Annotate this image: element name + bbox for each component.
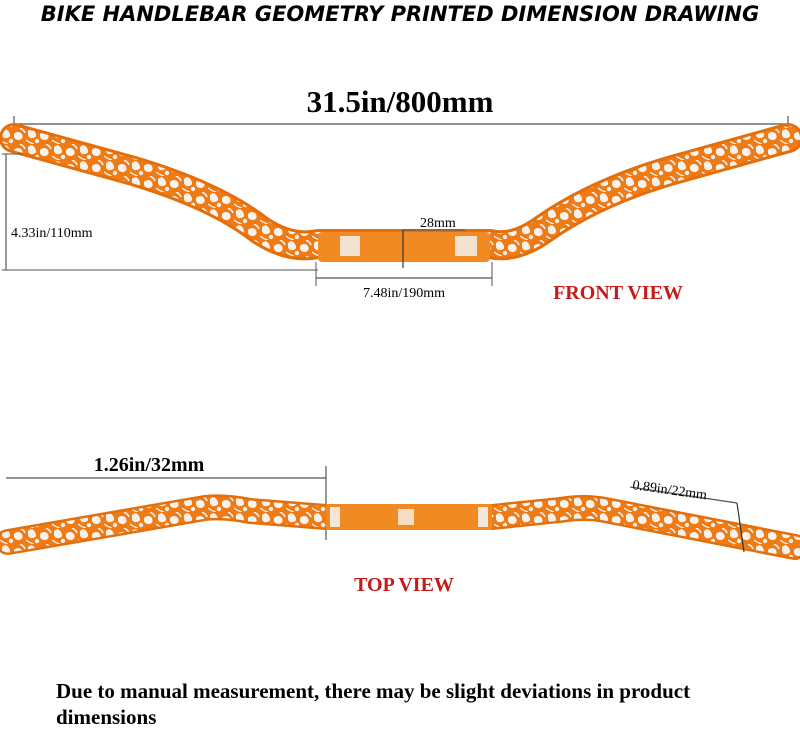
clamp-width-label: 7.48in/190mm bbox=[362, 286, 446, 301]
page-title: BIKE HANDLEBAR GEOMETRY PRINTED DIMENSION DRAWING bbox=[40, 2, 760, 26]
backsweep-dimension-label: 1.26in/32mm bbox=[93, 454, 205, 476]
top-view bbox=[6, 454, 795, 596]
top-view-label: TOP VIEW bbox=[354, 574, 454, 596]
measurement-note: Due to manual measurement, there may be slight deviations in product dimensions bbox=[56, 679, 691, 729]
handlebar-front-outline bbox=[14, 138, 788, 245]
front-view-label: FRONT VIEW bbox=[553, 282, 683, 304]
front-view bbox=[2, 84, 788, 304]
rise-dimension-label: 4.33in/110mm bbox=[11, 226, 93, 241]
clamp-diameter-label: 28mm bbox=[420, 216, 456, 231]
width-dimension-label: 31.5in/800mm bbox=[306, 84, 494, 119]
grip-diameter-label: 0.89in/22mm bbox=[631, 478, 708, 504]
